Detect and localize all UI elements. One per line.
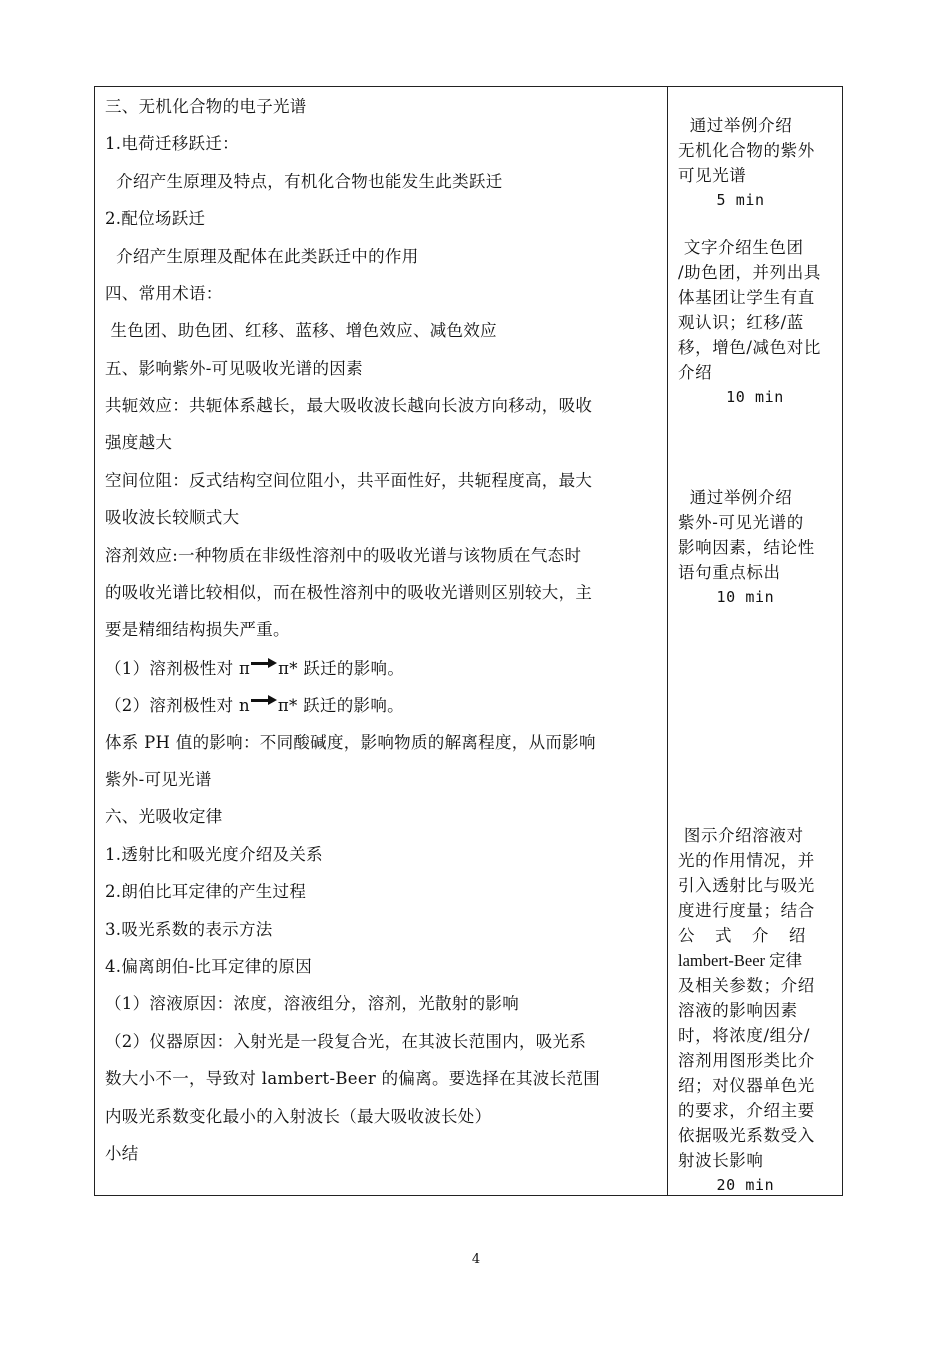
note-row: 时，将浓度/组分/: [678, 1026, 811, 1045]
content-line: 四、常用术语：: [105, 284, 223, 303]
content-line: 共轭效应：共轭体系越长，最大吸收波长越向长波方向移动，吸收: [105, 396, 593, 415]
content-line: 的吸收光谱比较相似，而在极性溶剂中的吸收光谱则区别较大，主: [105, 583, 593, 602]
content-line: 介绍产生原理及配体在此类跃迁中的作用: [105, 247, 419, 266]
note-row: 公 式 介 绍: [678, 926, 806, 945]
notes-column: [668, 87, 842, 1195]
content-line: 空间位阻：反式结构空间位阻小，共平面性好，共轭程度高，最大: [105, 471, 593, 490]
note-row: 语句重点标出: [678, 563, 781, 582]
content-line: 要是精细结构损失严重。: [105, 620, 290, 639]
content-line: 三、无机化合物的电子光谱: [105, 97, 307, 116]
content-line: 内吸光系数变化最小的入射波长（最大吸收波长处）: [105, 1107, 492, 1126]
note-row: /助色团，并列出具: [678, 263, 821, 282]
note-row: 及相关参数；介绍: [678, 976, 815, 995]
solvent-item-prefix: （1）溶剂极性对 π: [105, 659, 251, 678]
note-row: 通过举例介绍: [678, 488, 793, 507]
content-line: 强度越大: [105, 433, 173, 452]
solvent-polarity-item: [105, 695, 404, 716]
note-row: 图示介绍溶液对: [678, 826, 804, 845]
content-line: 数大小不一，导致对 lambert-Beer 的偏离。要选择在其波长范围: [105, 1069, 601, 1088]
note-row: 紫外-可见光谱的: [678, 513, 804, 532]
note-row: 文字介绍生色团: [678, 238, 804, 257]
note-row: 移，增色/减色对比: [678, 338, 821, 357]
content-line: 1.透射比和吸光度介绍及关系: [105, 845, 323, 864]
note-row: 引入透射比与吸光: [678, 876, 815, 895]
content-line: 介绍产生原理及特点，有机化合物也能发生此类跃迁: [105, 172, 503, 191]
teaching-note: [678, 823, 838, 1198]
content-line: 体系 PH 值的影响：不同酸碱度，影响物质的解离程度，从而影响: [105, 733, 596, 752]
note-row: 影响因素，结论性: [678, 538, 815, 557]
note-row: 的要求，介绍主要: [678, 1101, 815, 1120]
content-line: 六、光吸收定律: [105, 807, 223, 826]
note-row: 体基团让学生有直: [678, 288, 815, 307]
solvent-item-prefix: （2）溶剂极性对 n: [105, 696, 250, 715]
note-row: 度进行度量；结合: [678, 901, 815, 920]
note-row: 溶剂用图形类比介: [678, 1051, 815, 1070]
lesson-plan-table: [94, 86, 843, 1196]
note-time: 10 min: [678, 588, 775, 606]
note-row: 依据吸光系数受入: [678, 1126, 815, 1145]
teaching-note: [678, 485, 838, 610]
content-line: 2.朗伯比耳定律的产生过程: [105, 882, 307, 901]
content-line: 五、影响紫外-可见吸收光谱的因素: [105, 359, 363, 378]
note-row: 无机化合物的紫外: [678, 141, 815, 160]
teaching-note: [678, 113, 838, 213]
content-line: 3.吸光系数的表示方法: [105, 920, 273, 939]
note-row: 观认识；红移/蓝: [678, 313, 804, 332]
content-line: （2）仪器原因：入射光是一段复合光，在其波长范围内，吸光系: [105, 1032, 587, 1051]
note-row: 溶液的影响因素: [678, 1001, 798, 1020]
content-line: 溶剂效应:一种物质在非级性溶剂中的吸收光谱与该物质在气态时: [105, 546, 582, 565]
note-row: 可见光谱: [678, 166, 747, 185]
content-line: 生色团、助色团、红移、蓝移、增色效应、减色效应: [105, 321, 497, 340]
note-row: 射波长影响: [678, 1151, 764, 1170]
note-time: 10 min: [678, 388, 784, 406]
note-row: lambert-Beer 定律: [678, 951, 803, 970]
page-number: 4: [471, 1252, 481, 1267]
content-line: 1.电荷迁移跃迁：: [105, 134, 239, 153]
solvent-polarity-item: [105, 658, 404, 679]
note-row: 介绍: [678, 363, 713, 382]
content-line: （1）溶液原因：浓度，溶液组分，溶剂，光散射的影响: [105, 994, 519, 1013]
note-time: 5 min: [678, 191, 765, 209]
note-row: 通过举例介绍: [678, 116, 793, 135]
content-line: 2.配位场跃迁: [105, 209, 206, 228]
content-line: 4.偏离朗伯-比耳定律的原因: [105, 957, 313, 976]
solvent-item-suffix: π* 跃迁的影响。: [277, 696, 404, 715]
right-arrow-icon: [251, 695, 277, 707]
content-line: 小结: [105, 1144, 139, 1163]
note-time: 20 min: [678, 1176, 775, 1194]
content-column: [95, 87, 667, 1195]
solvent-item-suffix: π* 跃迁的影响。: [278, 659, 405, 678]
content-line: 紫外-可见光谱: [105, 770, 212, 789]
note-row: 绍；对仪器单色光: [678, 1076, 815, 1095]
note-row: 光的作用情况，并: [678, 851, 815, 870]
right-arrow-icon: [251, 658, 277, 670]
content-line: 吸收波长较顺式大: [105, 508, 240, 527]
teaching-note: [678, 235, 838, 410]
